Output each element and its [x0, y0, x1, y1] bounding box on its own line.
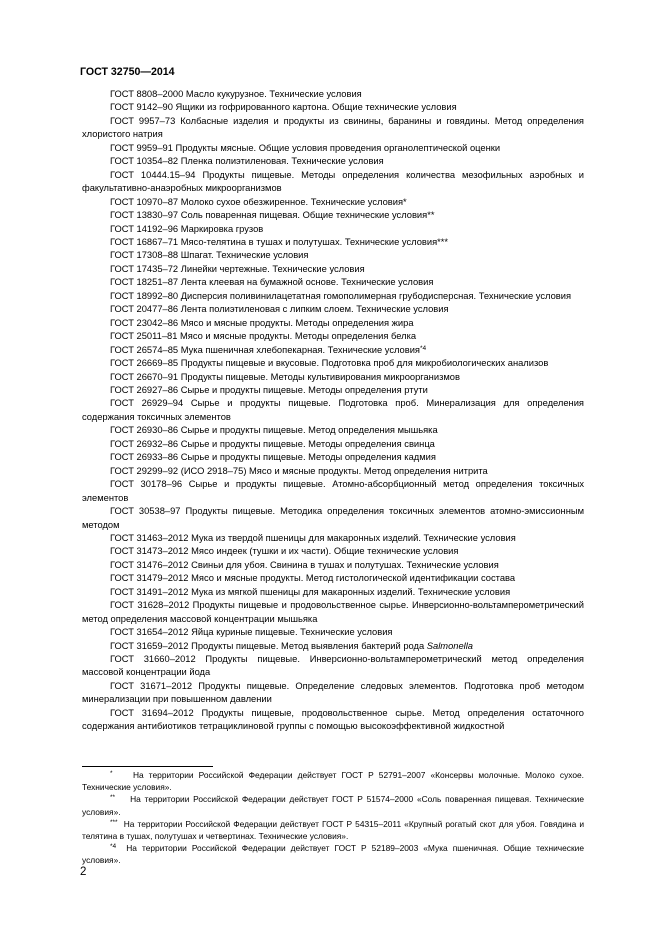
footnote-divider	[82, 766, 213, 767]
reference-item: ГОСТ 23042–86 Мясо и мясные продукты. Методы определения жира	[110, 317, 414, 328]
reference-item: ГОСТ 31654–2012 Яйца куриные пищевые. Технические условия	[110, 627, 393, 638]
footnote	[82, 818, 584, 842]
reference-item: ГОСТ 20477–86 Лента полиэтиленовая с липким слоем. Технические условия	[110, 304, 449, 315]
reference-item: ГОСТ 31628–2012 Продукты пищевые и продовольственное сырье. Инверсионно-вольтамперометрический метод определения массовой концентрации мышьяка	[82, 600, 584, 624]
reference-item: ГОСТ 30178–96 Сырье и продукты пищевые. Атомно-абсорбционный метод определения токсичных элементов	[82, 479, 584, 503]
reference-item: ГОСТ 10354–82 Пленка полиэтиленовая. Технические условия	[110, 156, 384, 167]
reference-item: ГОСТ 10970–87 Молоко сухое обезжиренное. Технические условия*	[110, 196, 407, 207]
reference-item: ГОСТ 17308–88 Шпагат. Технические условия	[110, 250, 309, 261]
reference-item: ГОСТ 18251–87 Лента клеевая на бумажной основе. Технические условия	[110, 277, 434, 288]
reference-item: ГОСТ 31671–2012 Продукты пищевые. Определение следовых элементов. Подготовка проб методом минерализации при повышенном давлении	[82, 680, 584, 705]
document-header: ГОСТ 32750—2014	[80, 66, 175, 78]
reference-item: ГОСТ 9957–73 Колбасные изделия и продукты из свинины, баранины и говядины. Метод определения хлористого натрия	[82, 115, 584, 140]
footnote-ref: *4	[419, 344, 427, 352]
reference-item: ГОСТ 26933–86 Сырье и продукты пищевые. Методы определения кадмия	[110, 452, 436, 463]
footnote-text: На территории Российской Федерации действует ГОСТ Р 52189–2003 «Мука пшеничная. Общие технические условия».	[82, 843, 584, 866]
footnote-mark: ***	[110, 818, 118, 826]
footnote	[82, 769, 584, 793]
reference-text: ГОСТ 26574–85 Мука пшеничная хлебопекарная. Технические условия	[110, 344, 420, 355]
reference-item	[82, 640, 584, 653]
footnote-mark: **	[110, 794, 116, 802]
normative-references	[82, 88, 584, 734]
reference-item: ГОСТ 16867–71 Мясо-телятина в тушах и полутушах. Технические условия***	[110, 236, 449, 247]
reference-item: ГОСТ 26669–85 Продукты пищевые и вкусовые. Подготовка проб для микробиологических анализов	[110, 358, 549, 369]
reference-item: ГОСТ 31491–2012 Мука из мягкой пшеницы для макаронных изделий. Технические условия	[110, 586, 511, 597]
reference-item: ГОСТ 26930–86 Сырье и продукты пищевые. Метод определения мышьяка	[110, 425, 438, 436]
footnote	[82, 842, 584, 866]
footnote-mark: *	[110, 770, 113, 777]
reference-item: ГОСТ 31479–2012 Мясо и мясные продукты. Метод гистологической идентификации состава	[110, 573, 516, 584]
footnote-mark: *4	[110, 843, 117, 851]
page-number: 2	[80, 866, 87, 878]
reference-item: ГОСТ 30538–97 Продукты пищевые. Методика определения токсичных элементов атомно-эмиссионным методом	[82, 506, 584, 530]
reference-item: ГОСТ 9142–90 Ящики из гофрированного картона. Общие технические условия	[110, 102, 457, 113]
reference-item: ГОСТ 26932–86 Сырье и продукты пищевые. Методы определения свинца	[110, 438, 435, 449]
reference-item: ГОСТ 31473–2012 Мясо индеек (тушки и их части). Общие технические условия	[110, 546, 459, 557]
reference-item: ГОСТ 29299–92 (ИСО 2918–75) Мясо и мясные продукты. Метод определения нитрита	[110, 465, 488, 476]
footnotes	[82, 769, 584, 867]
italic-term: Salmonella	[426, 640, 474, 651]
reference-item: ГОСТ 31660–2012 Продукты пищевые. Инверсионно-вольтамперометрический метод определения массовой концентрации йода	[82, 654, 584, 678]
reference-item: ГОСТ 31694–2012 Продукты пищевые, продовольственное сырье. Метод определения остаточного содержания антибиотиков тетрациклиновой группы с помощью высокоэффективной жидкостной	[82, 707, 584, 732]
reference-item	[82, 344, 584, 357]
reference-item: ГОСТ 10444.15–94 Продукты пищевые. Методы определения количества мезофильных аэробных и факультативно-анаэробных микроорганизмов	[82, 169, 584, 194]
reference-item: ГОСТ 18992–80 Дисперсия поливинилацетатная гомополимерная грубодисперсная. Технические условия	[110, 290, 572, 301]
reference-item: ГОСТ 26670–91 Продукты пищевые. Методы культивирования микроорганизмов	[110, 371, 460, 382]
reference-item: ГОСТ 26929–94 Сырье и продукты пищевые. Подготовка проб. Минерализация для определения содержания токсичных элементов	[82, 398, 584, 422]
reference-item: ГОСТ 17435–72 Линейки чертежные. Технические условия	[110, 263, 365, 274]
footnote	[82, 793, 584, 817]
reference-item: ГОСТ 8808–2000 Масло кукурузное. Технические условия	[110, 89, 362, 99]
reference-item: ГОСТ 31476–2012 Свиньи для убоя. Свинина в тушах и полутушах. Технические условия	[110, 559, 499, 570]
reference-text: ГОСТ 31659–2012 Продукты пищевые. Метод выявления бактерий рода	[110, 640, 425, 651]
reference-item: ГОСТ 26927–86 Сырье и продукты пищевые. Методы определения ртути	[110, 384, 428, 395]
footnote-text: На территории Российской Федерации действует ГОСТ Р 52791–2007 «Консервы молочные. Молоко сухое. Технические условия».	[82, 770, 584, 793]
reference-item: ГОСТ 31463–2012 Мука из твердой пшеницы для макаронных изделий. Технические условия	[110, 532, 516, 543]
reference-item: ГОСТ 9959–91 Продукты мясные. Общие условия проведения органолептической оценки	[110, 142, 501, 153]
reference-item: ГОСТ 14192–96 Маркировка грузов	[110, 223, 264, 234]
footnote-text: На территории Российской Федерации действует ГОСТ Р 51574–2000 «Соль поваренная пищевая. Технические условия».	[82, 794, 584, 817]
footnote-text: На территории Российской Федерации действует ГОСТ Р 54315–2011 «Крупный рогатый скот для убоя. Говядина и телятина в тушах, полутушах и четвертинах. Технические условия».	[82, 818, 585, 842]
reference-item: ГОСТ 13830–97 Соль поваренная пищевая. Общие технические условия**	[110, 210, 435, 221]
reference-item: ГОСТ 25011–81 Мясо и мясные продукты. Методы определения белка	[110, 331, 417, 342]
